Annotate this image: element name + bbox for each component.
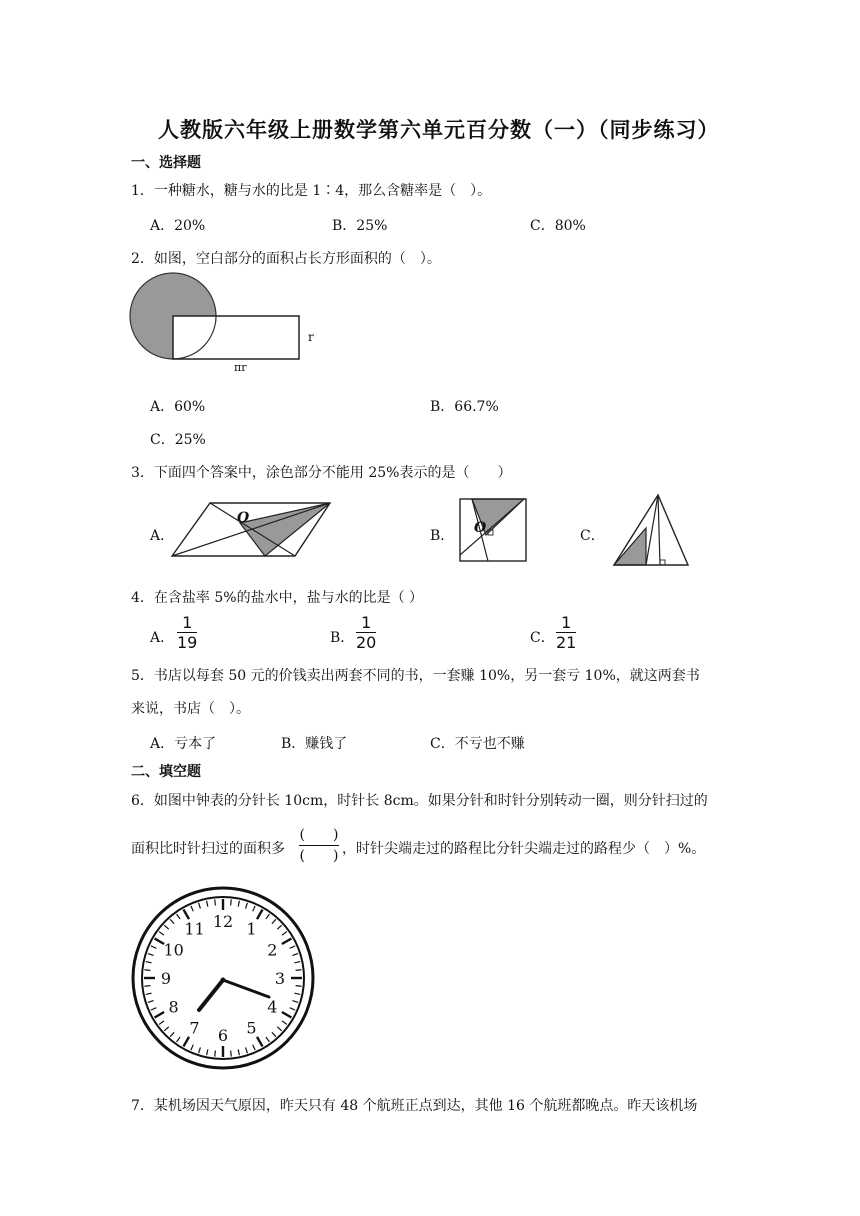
clock-minute-tick [231,899,232,905]
q2-label-r: r [308,330,314,344]
q4-option-c-fraction [556,614,576,651]
clock-minute-tick [215,1051,216,1057]
clock-number: 8 [168,997,179,1017]
q2-option-c: C．25% [150,432,206,448]
q5-option-b: B．赚钱了 [281,736,348,752]
clock-number: 7 [189,1018,200,1038]
q6-blank-denominator: ( ) [299,848,339,864]
fraction-bar [299,845,339,846]
q6-clock-figure [131,886,315,1070]
section-heading-fill: 二、填空题 [131,764,201,780]
q6-fraction-blank [299,826,339,865]
q4-c-numerator: 1 [561,613,572,632]
clock-minute-tick [296,970,302,971]
question-5-line-2: 来说，书店（ ）。 [131,701,250,717]
q2-option-b: B．66.7% [430,399,499,415]
q5-option-c: C．不亏也不赚 [430,736,525,752]
question-5-line-1: 5．书店以每套 50 元的价钱卖出两套不同的书，一套赚 10%，另一套亏 10%，就这两套书 [131,668,700,684]
q4-option-a-fraction [177,614,197,651]
q3-a-o-label: O [237,510,250,526]
clock-number: 5 [246,1018,257,1038]
clock-minute-tick [144,970,150,971]
clock-minute-tick [296,986,302,987]
q4-option-a-label: A． [150,630,175,646]
q2-option-a: A．60% [150,399,206,415]
question-4-text: 4．在含盐率 5%的盐水中，盐与水的比是（ ） [131,590,424,606]
clock-number: 9 [160,969,172,988]
clock-number: 10 [163,940,184,960]
clock-number: 1 [246,919,257,939]
clock-number: 3 [274,969,286,988]
question-2-text: 2．如图，空白部分的面积占长方形面积的（ ）。 [131,251,441,267]
q4-b-numerator: 1 [361,613,372,632]
question-7-text: 7．某机场因天气原因，昨天只有 48 个航班正点到达，其他 16 个航班都晚点。昨天该机场 [131,1098,698,1114]
clock-center [221,978,226,983]
q4-b-denominator: 20 [356,633,377,652]
clock-number: 11 [184,919,205,939]
q3-b-o-label: O [474,520,487,536]
clock-minute-tick [144,986,150,987]
q3-option-a-label: A． [150,528,175,544]
clock-minute-tick [215,899,216,905]
q4-a-numerator: 1 [182,613,193,632]
q2-white-overlap [173,316,216,359]
clock-number: 6 [217,1026,229,1045]
question-3-text: 3．下面四个答案中，涂色部分不能用 25%表示的是（ ） [131,465,512,481]
q2-label-pi-r: πr [234,361,247,374]
question-6-line-2-pre: 面积比时针扫过的面积多 [131,841,285,857]
q3-triangle-figure [612,493,692,569]
question-6-line-1: 6．如图中钟表的分针长 10cm，时针长 8cm。如果分针和时针分别转动一圈，则分针扫过的 [131,793,708,809]
q3-triangle-shaded [614,528,646,565]
q4-option-b-label: B． [330,630,355,646]
q3-square-figure [458,497,530,565]
clock-number: 4 [267,997,278,1017]
q6-blank-numerator: ( ) [299,827,339,843]
q1-option-a: A．20% [150,218,206,234]
page-title: 人教版六年级上册数学第六单元百分数（一）（同步练习） [158,117,720,142]
section-heading-choice: 一、选择题 [131,155,201,171]
clock-number: 12 [212,912,234,931]
q3-option-b-label: B． [430,528,455,544]
q2-circle-rectangle-figure [128,276,328,376]
q4-a-denominator: 19 [177,633,198,652]
q4-option-b-fraction [356,614,376,651]
clock-number: 2 [267,940,278,960]
q1-option-c: C．80% [530,218,586,234]
clock-minute-tick [231,1051,232,1057]
q1-option-b: B．25% [332,218,388,234]
q4-c-denominator: 21 [556,633,577,652]
question-6-line-2-post: ，时针尖端走过的路程比分针尖端走过的路程少（ ）%。 [342,841,706,857]
q5-option-a: A．亏本了 [150,736,217,752]
q3-option-c-label: C． [580,528,605,544]
q4-option-c-label: C． [530,630,555,646]
q3-parallelogram-figure [170,501,340,561]
question-1-text: 1．一种糖水，糖与水的比是 1∶4，那么含糖率是（ ）。 [131,183,492,199]
